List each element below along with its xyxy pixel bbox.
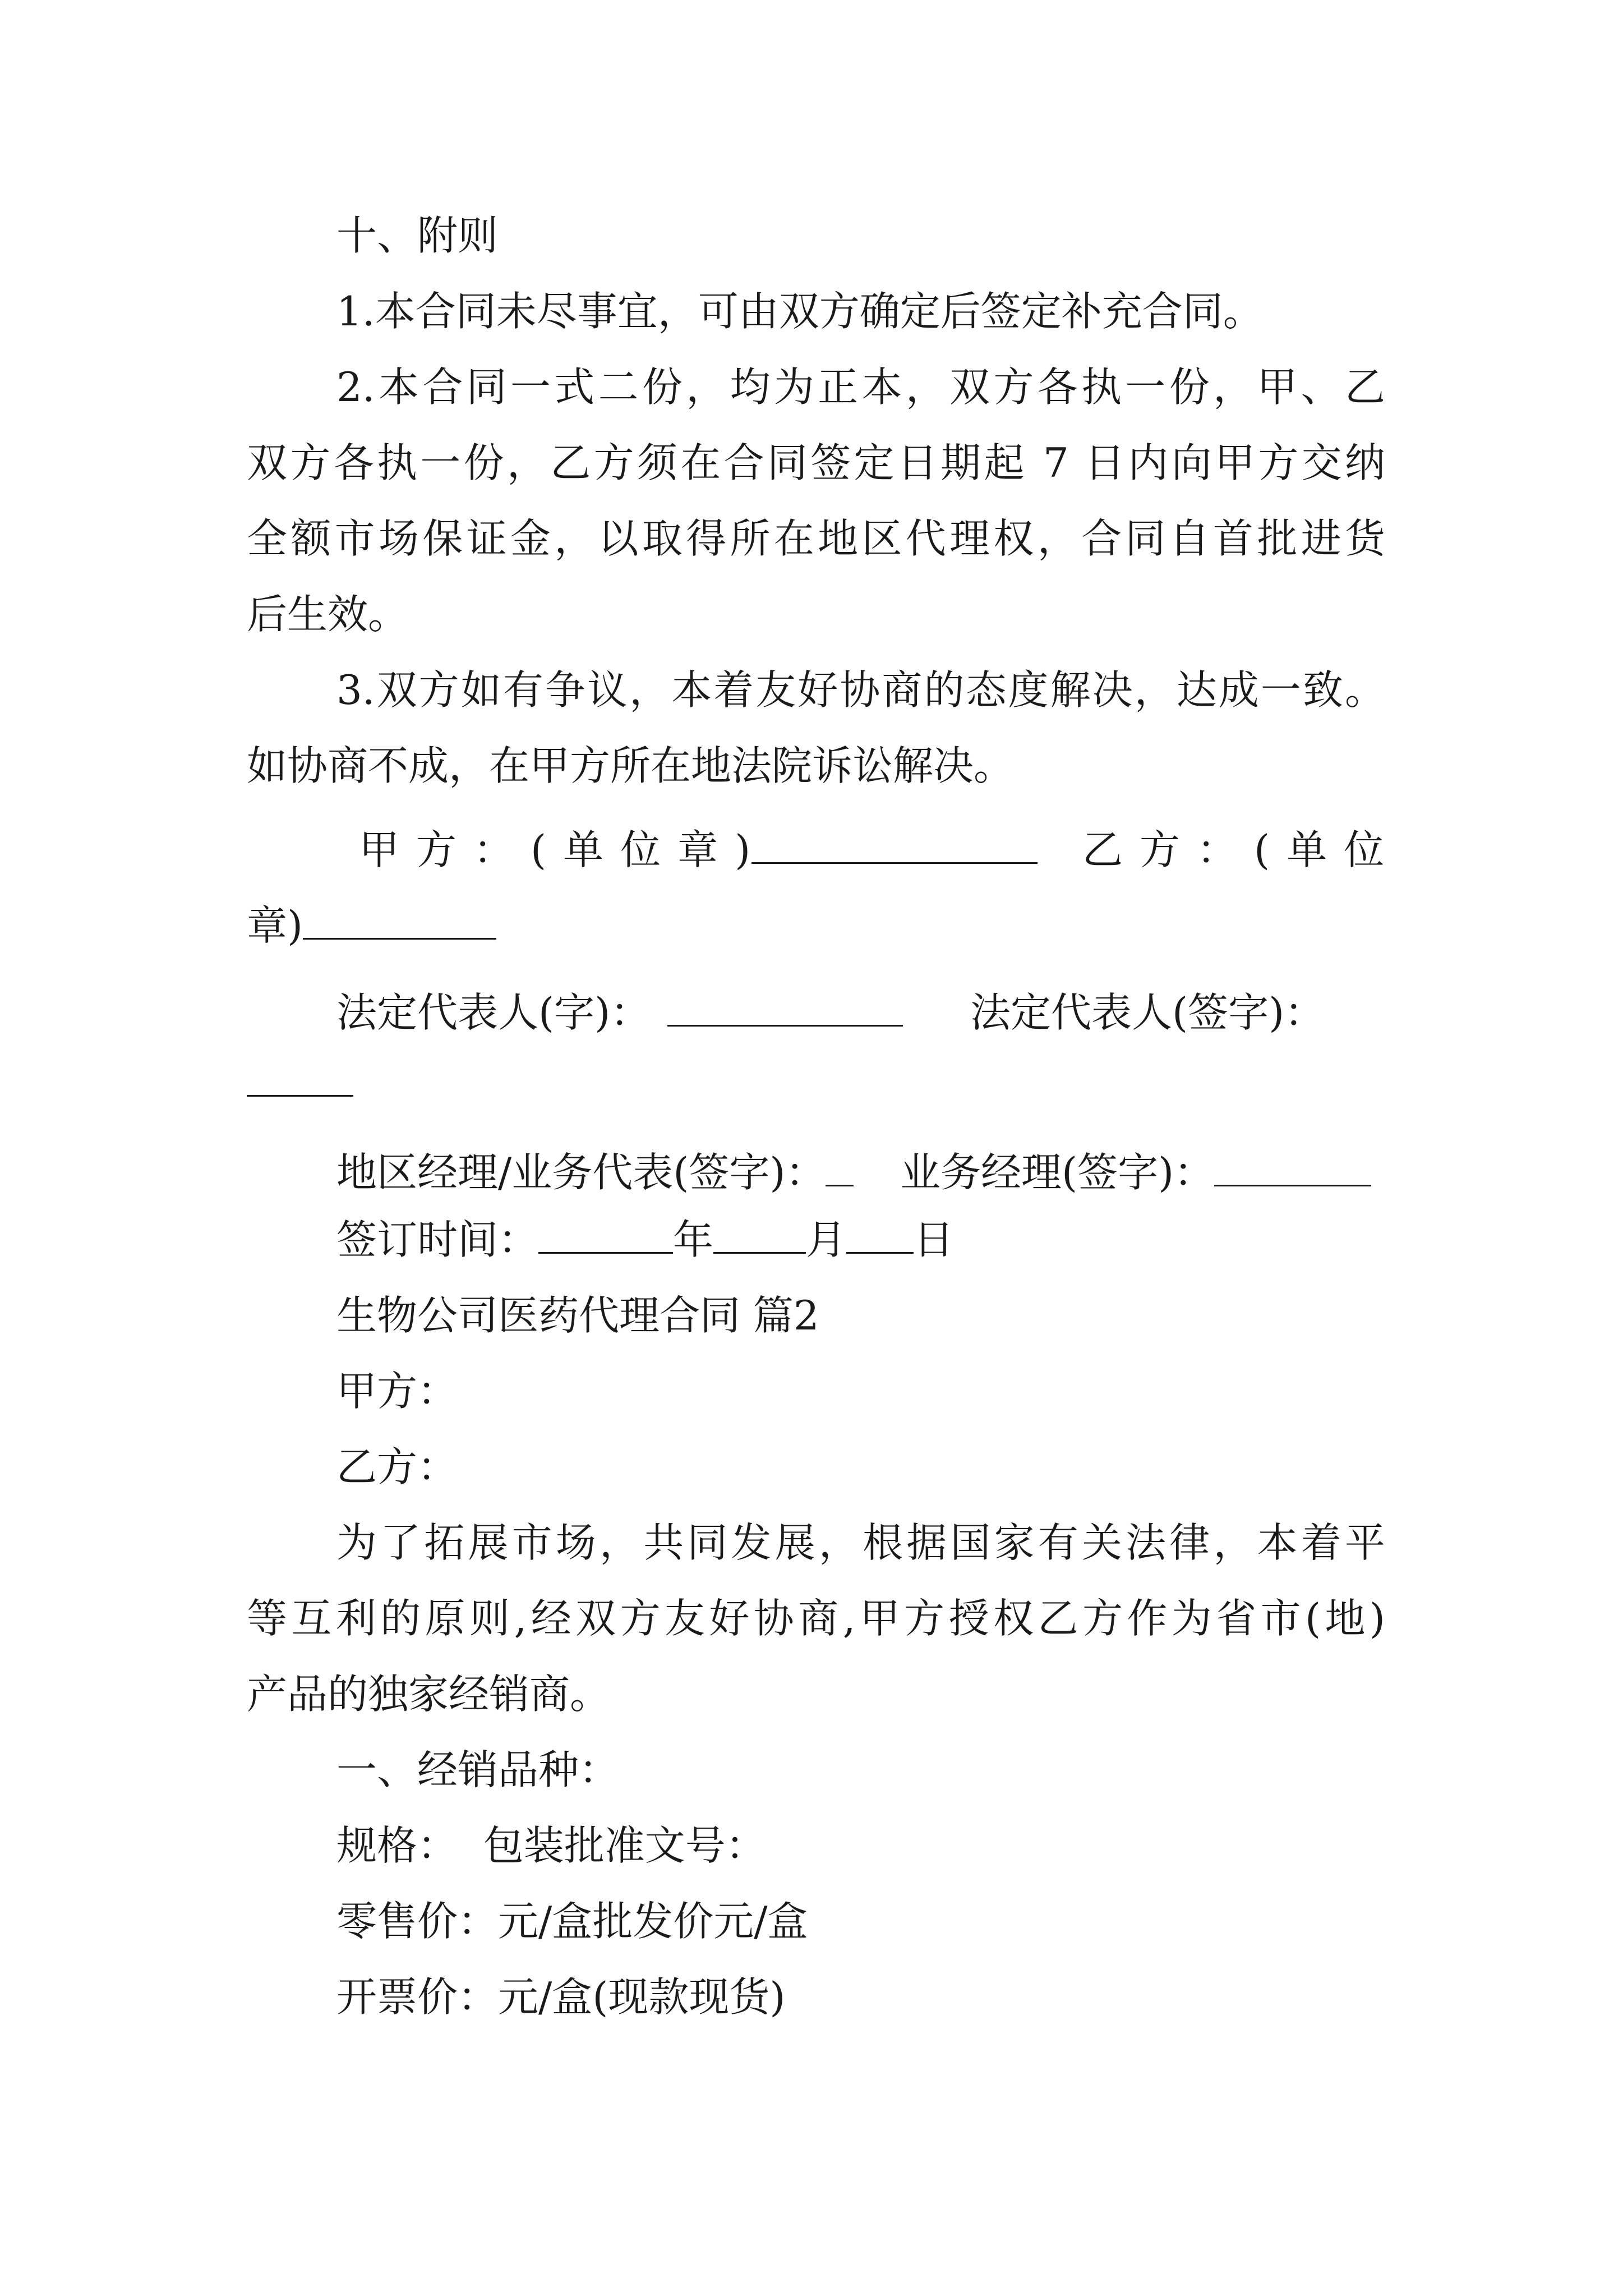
contract-2-title: 生物公司医药代理合同 篇2	[336, 1292, 819, 1339]
business-manager-line	[1214, 1145, 1371, 1186]
clause-2-line-4: 后生效。	[247, 591, 409, 638]
business-manager-label: 业务经理(签字)：	[900, 1149, 1215, 1196]
month-label: 月	[806, 1216, 847, 1263]
legal-rep-a-label: 法定代表人(字)：	[336, 989, 651, 1036]
legal-rep-a-line	[667, 986, 903, 1027]
signature-line-party-b	[303, 899, 496, 940]
day-blank	[846, 1213, 914, 1254]
regional-manager-line	[826, 1145, 854, 1186]
signature-party-b-end	[247, 898, 496, 954]
intro-line-1: 为了拓展市场，共同发展，根据国家有关法律，本着平	[336, 1519, 1385, 1566]
signature-party-b-start: 乙方：(单位	[1082, 826, 1401, 873]
retail-price-line: 零售价：元/盒批发价元/盒	[336, 1898, 808, 1945]
party-b-label: 乙方：	[336, 1443, 458, 1490]
year-label: 年	[673, 1216, 714, 1263]
year-blank	[538, 1213, 673, 1254]
invoice-price-line: 开票价：元/盒(现款现货)	[336, 1973, 786, 2021]
clause-2-line-3: 全额市场保证金，以取得所在地区代理权，合同自首批进货	[247, 515, 1385, 562]
intro-line-3: 产品的独家经销商。	[247, 1671, 611, 1718]
legal-rep-b-line	[247, 1055, 353, 1111]
clause-3-line-1: 3.双方如有争议，本着友好协商的态度解决，达成一致。	[336, 666, 1385, 714]
legal-rep-a	[336, 984, 903, 1041]
signature-party-a: 甲方：(单位章)	[359, 826, 768, 873]
signature-line-party-a	[751, 822, 1038, 878]
business-manager-signature	[900, 1144, 1371, 1200]
intro-line-2: 等互利的原则,经双方友好协商,甲方授权乙方作为省市(地)	[247, 1595, 1385, 1642]
legal-rep-b-label: 法定代表人(签字)：	[970, 989, 1325, 1036]
clause-1: 1.本合同未尽事宜，可由双方确定后签定补充合同。	[336, 288, 1264, 335]
signing-date	[336, 1212, 954, 1268]
section-heading-products: 一、经销品种：	[336, 1746, 620, 1793]
month-blank	[713, 1213, 806, 1254]
regional-manager-label: 地区经理/业务代表(签字)：	[336, 1149, 826, 1196]
party-a-label: 甲方：	[336, 1368, 458, 1415]
spec-line: 规格： 包装批准文号：	[336, 1822, 766, 1869]
clause-2-line-2: 双方各执一份，乙方须在合同签定日期起 7 日内向甲方交纳	[247, 439, 1385, 486]
signature-party-b-end-label: 章)	[247, 902, 303, 949]
section-heading-appendix: 十、附则	[336, 212, 499, 259]
day-label: 日	[914, 1216, 955, 1263]
clause-2-line-1: 2.本合同一式二份，均为正本，双方各执一份，甲、乙	[336, 364, 1385, 411]
sign-time-label: 签订时间：	[336, 1216, 539, 1263]
clause-3-line-2: 如协商不成，在甲方所在地法院诉讼解决。	[247, 742, 1015, 789]
regional-manager-signature	[336, 1144, 854, 1200]
